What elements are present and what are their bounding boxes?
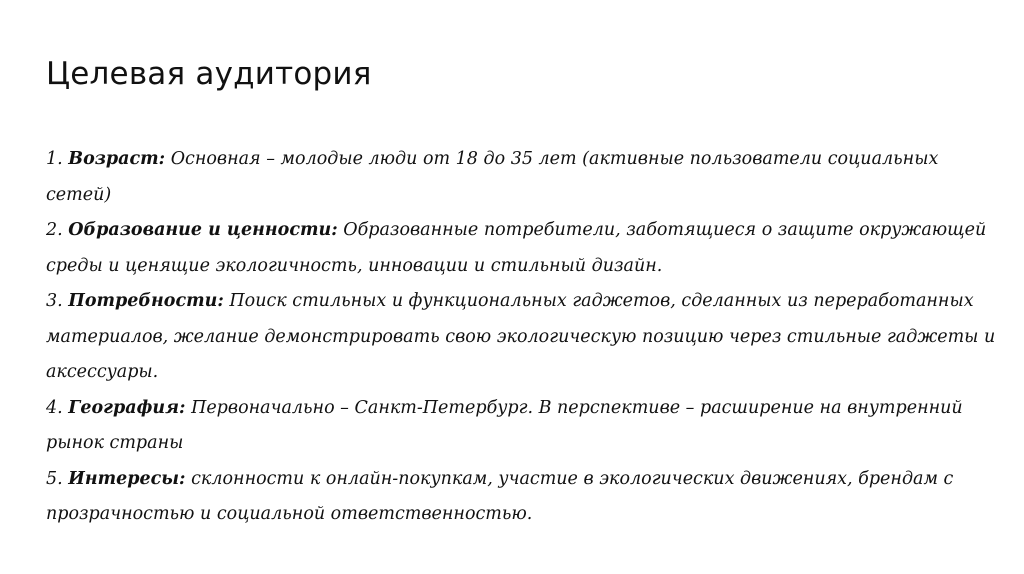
item-text: Образованные потребители, заботящиеся о защите окружающей среды и ценящие экологичность, инновации и стильный дизайн.	[46, 220, 987, 276]
item-text: Поиск стильных и функциональных гаджетов, сделанных из переработанных материалов, желание демонстрировать свою экологическую позицию через стильные гаджеты и аксессуары.	[46, 291, 996, 382]
item-term: Возраст:	[68, 149, 166, 169]
audience-list	[46, 142, 996, 533]
item-text: Первоначально – Санкт-Петербург. В перспективе – расширение на внутренний рынок страны	[46, 397, 963, 453]
item-text: Основная – молодые люди от 18 до 35 лет (активные пользователи социальных сетей)	[46, 149, 939, 205]
item-number: 2.	[46, 220, 63, 240]
list-item-education-values	[46, 213, 996, 284]
slide-title: Целевая аудитория	[46, 56, 372, 92]
item-number: 1.	[46, 149, 63, 169]
list-item-age	[46, 142, 996, 213]
item-term: Интересы:	[68, 468, 186, 489]
list-item-geography	[46, 391, 996, 462]
list-item-interests	[46, 462, 996, 533]
item-term: География:	[68, 397, 186, 418]
item-number: 3.	[46, 291, 63, 311]
item-text: склонности к онлайн-покупкам, участие в экологических движениях, брендам с прозрачностью и социальной ответственностью.	[46, 468, 954, 524]
item-term: Потребности:	[68, 291, 224, 311]
item-term: Образование и ценности:	[68, 220, 338, 240]
item-number: 5.	[46, 468, 63, 489]
item-number: 4.	[46, 397, 63, 418]
list-item-needs	[46, 284, 996, 391]
